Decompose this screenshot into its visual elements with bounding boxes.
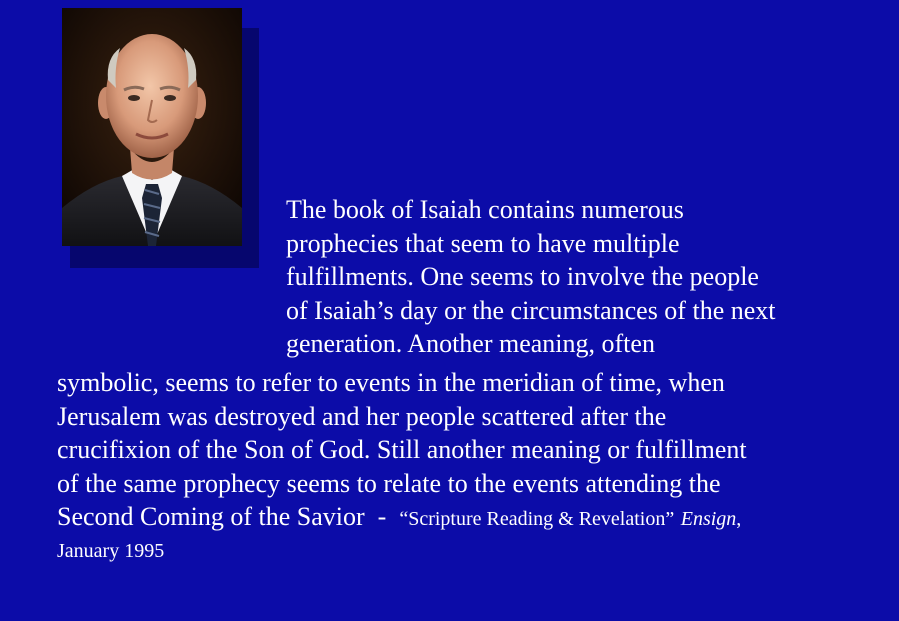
portrait-illustration xyxy=(62,8,242,246)
quote-line: of Isaiah’s day or the circumstances of the next xyxy=(286,295,776,325)
quote-bottom-paragraph xyxy=(57,366,887,564)
citation-separator: - xyxy=(364,502,400,531)
quote-line: Jerusalem was destroyed and her people scattered after the xyxy=(57,401,667,431)
citation-title: “Scripture Reading & Revelation” xyxy=(399,508,675,530)
citation-comma: , xyxy=(736,508,742,530)
quote-line: The book of Isaiah contains numerous xyxy=(286,195,684,224)
portrait-frame xyxy=(62,8,242,246)
quote-line: of the same prophecy seems to relate to the events attending the xyxy=(57,468,721,498)
citation-publication: Ensign xyxy=(680,508,737,530)
quote-last-line xyxy=(57,500,887,537)
quote-top-paragraph xyxy=(286,193,886,361)
quote-line: prophecies that seem to have multiple xyxy=(286,228,680,258)
quote-line: fulfillments. One seems to involve the people xyxy=(286,262,759,291)
portrait-photo xyxy=(62,8,242,246)
quote-line: generation. Another meaning, often xyxy=(286,329,655,358)
quote-line: Second Coming of the Savior xyxy=(57,502,365,531)
quote-line: crucifixion of the Son of God. Still another meaning or fulfillment xyxy=(57,435,747,464)
citation-date: January 1995 xyxy=(57,539,165,562)
quote-line: symbolic, seems to refer to events in the meridian of time, when xyxy=(57,368,725,397)
